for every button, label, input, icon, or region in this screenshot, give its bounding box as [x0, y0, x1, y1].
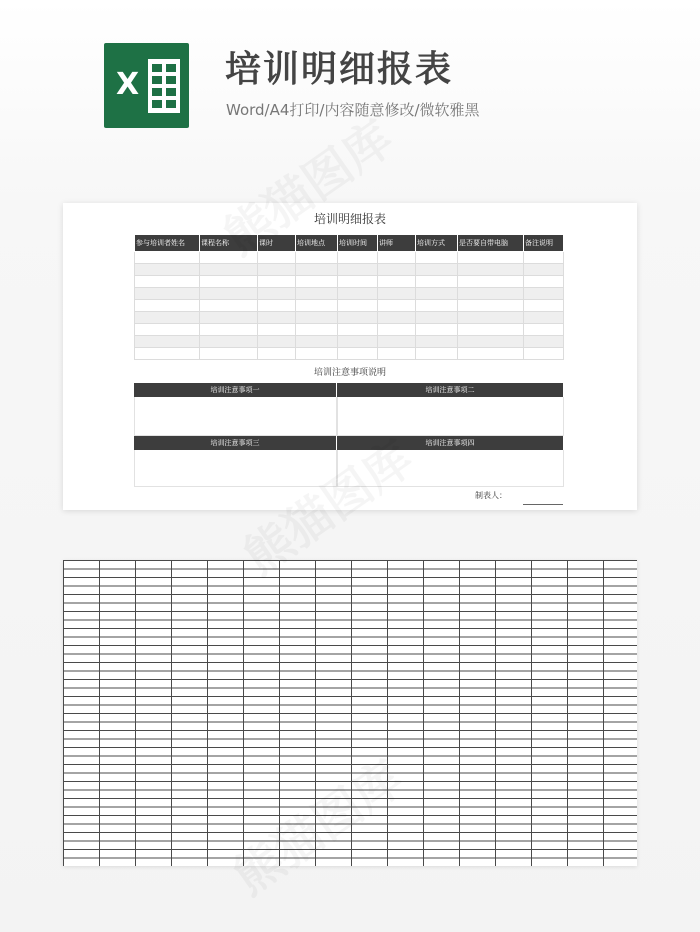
- table-cell: [524, 288, 564, 300]
- table-cell: [416, 252, 458, 264]
- column-header: 培训时间: [338, 235, 378, 252]
- table-cell: [135, 252, 200, 264]
- table-cell: [338, 264, 378, 276]
- blank-grid-sheet: [63, 560, 637, 866]
- table-cell: [296, 348, 338, 360]
- note-body-3: [134, 450, 337, 487]
- table-cell: [258, 264, 296, 276]
- table-cell: [200, 300, 258, 312]
- table-cell: [524, 276, 564, 288]
- table-cell: [378, 288, 416, 300]
- table-cell: [258, 348, 296, 360]
- table-cell: [135, 336, 200, 348]
- table-cell: [200, 276, 258, 288]
- column-header: 是否要自带电脑: [458, 235, 524, 252]
- note-body-2: [337, 397, 564, 436]
- page-title: 培训明细报表: [225, 49, 454, 90]
- table-cell: [338, 348, 378, 360]
- note-body-4: [337, 450, 564, 487]
- table-cell: [416, 288, 458, 300]
- document-title: 培训明细报表: [313, 212, 386, 226]
- table-cell: [416, 300, 458, 312]
- table-cell: [200, 252, 258, 264]
- spreadsheet-grid-icon: [148, 59, 180, 113]
- table-cell: [258, 312, 296, 324]
- table-cell: [135, 312, 200, 324]
- table-cell: [416, 336, 458, 348]
- table-cell: [524, 324, 564, 336]
- table-cell: [338, 300, 378, 312]
- table-cell: [135, 264, 200, 276]
- table-cell: [378, 336, 416, 348]
- table-row: [135, 264, 564, 276]
- table-cell: [338, 252, 378, 264]
- table-row: [135, 300, 564, 312]
- column-header: 培训方式: [416, 235, 458, 252]
- table-cell: [378, 252, 416, 264]
- table-cell: [378, 312, 416, 324]
- table-cell: [338, 276, 378, 288]
- note-header-2: 培训注意事项二: [337, 383, 563, 397]
- table-cell: [135, 324, 200, 336]
- table-cell: [416, 264, 458, 276]
- document-preview: [63, 203, 637, 510]
- column-header: 参与培训者姓名: [135, 235, 200, 252]
- training-table: [134, 234, 564, 360]
- note-header-4: 培训注意事项四: [337, 436, 563, 450]
- table-cell: [458, 264, 524, 276]
- table-cell: [458, 336, 524, 348]
- table-cell: [458, 300, 524, 312]
- table-cell: [258, 336, 296, 348]
- table-cell: [416, 324, 458, 336]
- table-row: [135, 312, 564, 324]
- note-header-3: 培训注意事项三: [134, 436, 336, 450]
- table-cell: [378, 264, 416, 276]
- table-cell: [296, 252, 338, 264]
- column-header: 备注说明: [524, 235, 564, 252]
- table-cell: [296, 300, 338, 312]
- table-cell: [338, 324, 378, 336]
- table-cell: [135, 288, 200, 300]
- table-cell: [524, 348, 564, 360]
- table-row: [135, 276, 564, 288]
- note-header-1: 培训注意事项一: [134, 383, 336, 397]
- table-cell: [296, 288, 338, 300]
- table-cell: [378, 324, 416, 336]
- table-cell: [296, 312, 338, 324]
- table-cell: [296, 264, 338, 276]
- signature-line: [523, 504, 563, 505]
- table-cell: [458, 348, 524, 360]
- note-body-1: [134, 397, 337, 436]
- notes-title: 培训注意事项说明: [313, 368, 386, 378]
- table-cell: [416, 276, 458, 288]
- table-cell: [524, 300, 564, 312]
- column-header: 课时: [258, 235, 296, 252]
- table-cell: [524, 336, 564, 348]
- table-cell: [458, 252, 524, 264]
- table-cell: [338, 312, 378, 324]
- table-cell: [200, 348, 258, 360]
- table-row: [135, 348, 564, 360]
- table-cell: [258, 288, 296, 300]
- page-subtitle: Word/A4打印/内容随意修改/微软雅黑: [226, 101, 480, 119]
- table-cell: [258, 300, 296, 312]
- table-cell: [200, 324, 258, 336]
- maker-label: 制表人：: [475, 491, 507, 500]
- table-cell: [135, 276, 200, 288]
- table-cell: [378, 276, 416, 288]
- table-row: [135, 324, 564, 336]
- table-cell: [458, 324, 524, 336]
- table-row: [135, 252, 564, 264]
- table-row: [135, 288, 564, 300]
- table-cell: [338, 288, 378, 300]
- table-cell: [378, 348, 416, 360]
- column-header: 培训地点: [296, 235, 338, 252]
- table-cell: [378, 300, 416, 312]
- column-header: 课程名称: [200, 235, 258, 252]
- table-row: [135, 336, 564, 348]
- table-cell: [200, 312, 258, 324]
- table-cell: [296, 336, 338, 348]
- table-cell: [524, 312, 564, 324]
- table-header-row: [135, 235, 564, 252]
- table-cell: [524, 264, 564, 276]
- table-cell: [416, 312, 458, 324]
- table-cell: [135, 300, 200, 312]
- table-cell: [258, 252, 296, 264]
- table-cell: [416, 348, 458, 360]
- table-cell: [296, 276, 338, 288]
- table-cell: [524, 252, 564, 264]
- table-cell: [135, 348, 200, 360]
- excel-icon: [104, 43, 189, 128]
- table-cell: [296, 324, 338, 336]
- table-cell: [258, 324, 296, 336]
- table-cell: [200, 336, 258, 348]
- excel-letter: X: [116, 67, 140, 102]
- table-cell: [458, 276, 524, 288]
- table-cell: [458, 312, 524, 324]
- table-cell: [458, 288, 524, 300]
- table-cell: [338, 336, 378, 348]
- table-cell: [258, 276, 296, 288]
- table-cell: [200, 288, 258, 300]
- table-cell: [200, 264, 258, 276]
- column-header: 讲师: [378, 235, 416, 252]
